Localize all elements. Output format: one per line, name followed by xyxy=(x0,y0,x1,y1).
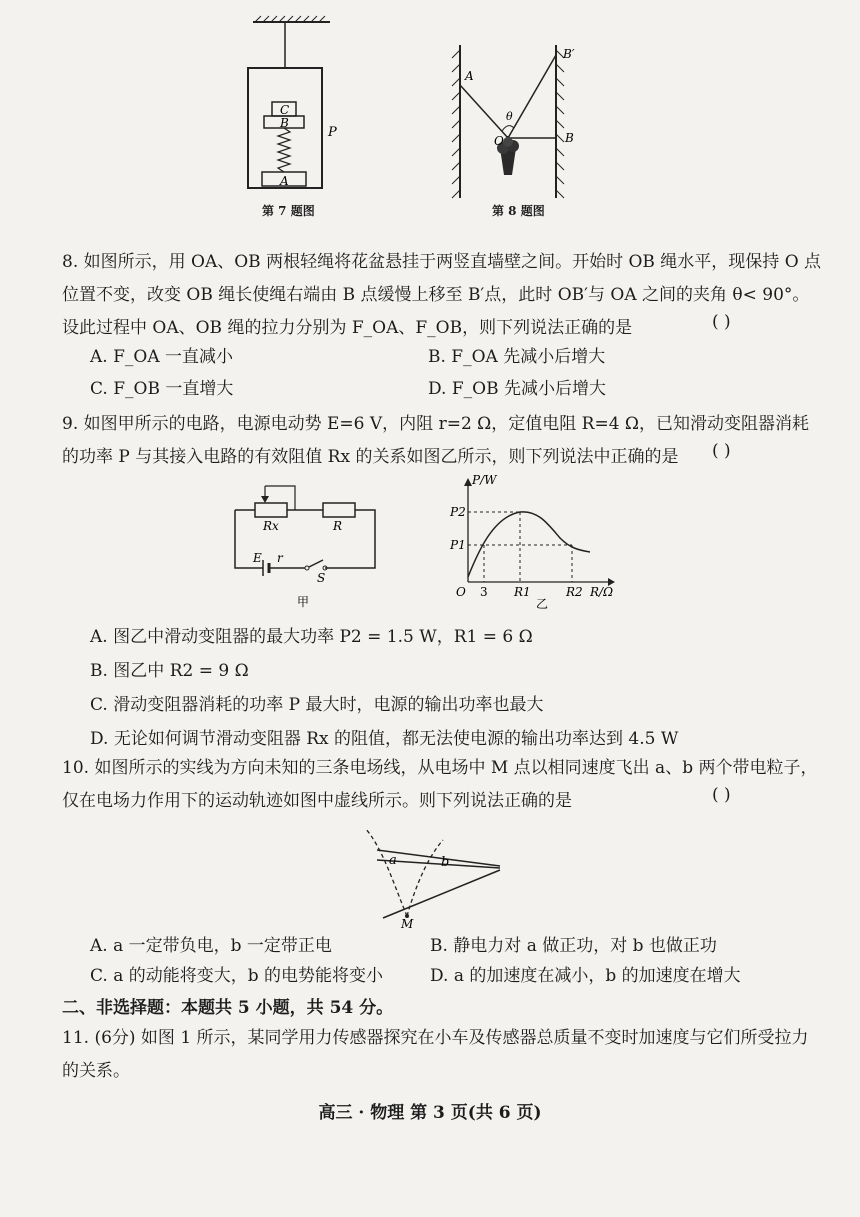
section-2-heading: 二、非选择题：本题共 5 小题，共 54 分。 xyxy=(62,998,394,1018)
q8-option-d: D. F_OB 先减小后增大 xyxy=(428,379,606,399)
q9-option-c: C. 滑动变阻器消耗的功率 P 最大时，电源的输出功率也最大 xyxy=(90,695,544,715)
q9-option-b: B. 图乙中 R2 = 9 Ω xyxy=(90,661,249,681)
graph-caption: 乙 xyxy=(536,597,549,611)
field-label-m: M xyxy=(401,917,414,928)
field-label-a: a xyxy=(389,853,397,868)
q10-option-b: B. 静电力对 a 做正功，对 b 也做正功 xyxy=(430,936,717,956)
graph-ylabel: P/W xyxy=(472,473,497,487)
fig8-label-b: B xyxy=(565,131,574,145)
graph-tick-r1: R1 xyxy=(514,585,531,599)
q8-option-a: A. F_OA 一直减小 xyxy=(90,347,233,367)
graph-xlabel: R/Ω xyxy=(590,585,614,599)
fig7-label-c: C xyxy=(280,103,290,117)
fig7-caption: 第 7 题图 xyxy=(262,204,315,218)
question-9-answer-paren: ( ) xyxy=(712,441,731,461)
fig8-caption: 第 8 题图 xyxy=(492,204,545,218)
q10-option-d: D. a 的加速度在减小，b 的加速度在增大 xyxy=(430,966,741,986)
page-footer: 高三 · 物理 第 3 页(共 6 页) xyxy=(318,1103,542,1123)
circuit-label-e: E xyxy=(253,551,262,565)
question-11-stem: 11. (6分) 如图 1 所示，某同学用力传感器探究在小车及传感器总质量不变时加速度与它们所受拉力的关系。 xyxy=(62,1028,809,1081)
q8-option-b: B. F_OA 先减小后增大 xyxy=(428,347,606,367)
circuit-label-r-internal: r xyxy=(277,551,283,565)
question-8-answer-paren: ( ) xyxy=(712,312,731,332)
graph-label-p2: P2 xyxy=(450,505,466,519)
fig7-label-p: P xyxy=(328,125,337,140)
fig8-label-a: A xyxy=(465,69,474,83)
graph-label-o: O xyxy=(456,585,466,599)
fig7-label-b: B xyxy=(280,116,289,130)
question-10-stem: 10. 如图所示的实线为方向未知的三条电场线，从电场中 M 点以相同速度飞出 a、b 两个带电粒子，仅在电场力作用下的运动轨迹如图中虚线所示。则下列说法正确的是 xyxy=(62,758,818,811)
q10-option-c: C. a 的动能将变大，b 的电势能将变小 xyxy=(90,966,384,986)
q9-option-d: D. 无论如何调节滑动变阻器 Rx 的阻值，都无法使电源的输出功率达到 4.5 W xyxy=(90,729,679,749)
circuit-caption: 甲 xyxy=(297,595,310,609)
q8-option-c: C. F_OB 一直增大 xyxy=(90,379,234,399)
power-graph-yi xyxy=(448,472,628,612)
fig8-label-bprime: B′ xyxy=(563,47,575,61)
fig8-label-theta: θ xyxy=(506,110,513,123)
circuit-label-s: S xyxy=(317,571,326,585)
graph-label-p1: P1 xyxy=(450,538,466,552)
circuit-label-r: R xyxy=(333,519,343,533)
graph-tick-3: 3 xyxy=(480,585,488,599)
circuit-label-rx: Rx xyxy=(263,519,279,533)
graph-tick-r2: R2 xyxy=(566,585,583,599)
fig7-label-a: A xyxy=(280,174,289,188)
figure-8 xyxy=(448,40,588,200)
electric-field-figure xyxy=(355,808,520,928)
q10-option-a: A. a 一定带负电，b 一定带正电 xyxy=(90,936,332,956)
question-8-stem: 8. 如图所示，用 OA、OB 两根轻绳将花盆悬挂于两竖直墙壁之间。开始时 OB 绳水平，现保持 O 点位置不变，改变 OB 绳长使绳右端由 B 点缓慢上移至 B′点，此时 OB′与 OA 之间的夹角 θ< 90°。设此过程中 OA、OB 绳的拉力分别为 F_OA、F_OB，则下列说法正确的是 xyxy=(62,252,822,338)
figure-7 xyxy=(235,0,365,195)
field-label-b: b xyxy=(441,855,450,870)
circuit-diagram-jia xyxy=(225,478,385,613)
fig8-label-o: O xyxy=(494,134,504,148)
question-9-stem: 9. 如图甲所示的电路，电源电动势 E=6 V，内阻 r=2 Ω，定值电阻 R=4 Ω，已知滑动变阻器消耗的功率 P 与其接入电路的有效阻值 Rx 的关系如图乙所示，则下列说法中正确的是 xyxy=(62,414,810,467)
q9-option-a: A. 图乙中滑动变阻器的最大功率 P2 = 1.5 W，R1 = 6 Ω xyxy=(90,627,533,647)
question-10-answer-paren: ( ) xyxy=(712,785,731,805)
